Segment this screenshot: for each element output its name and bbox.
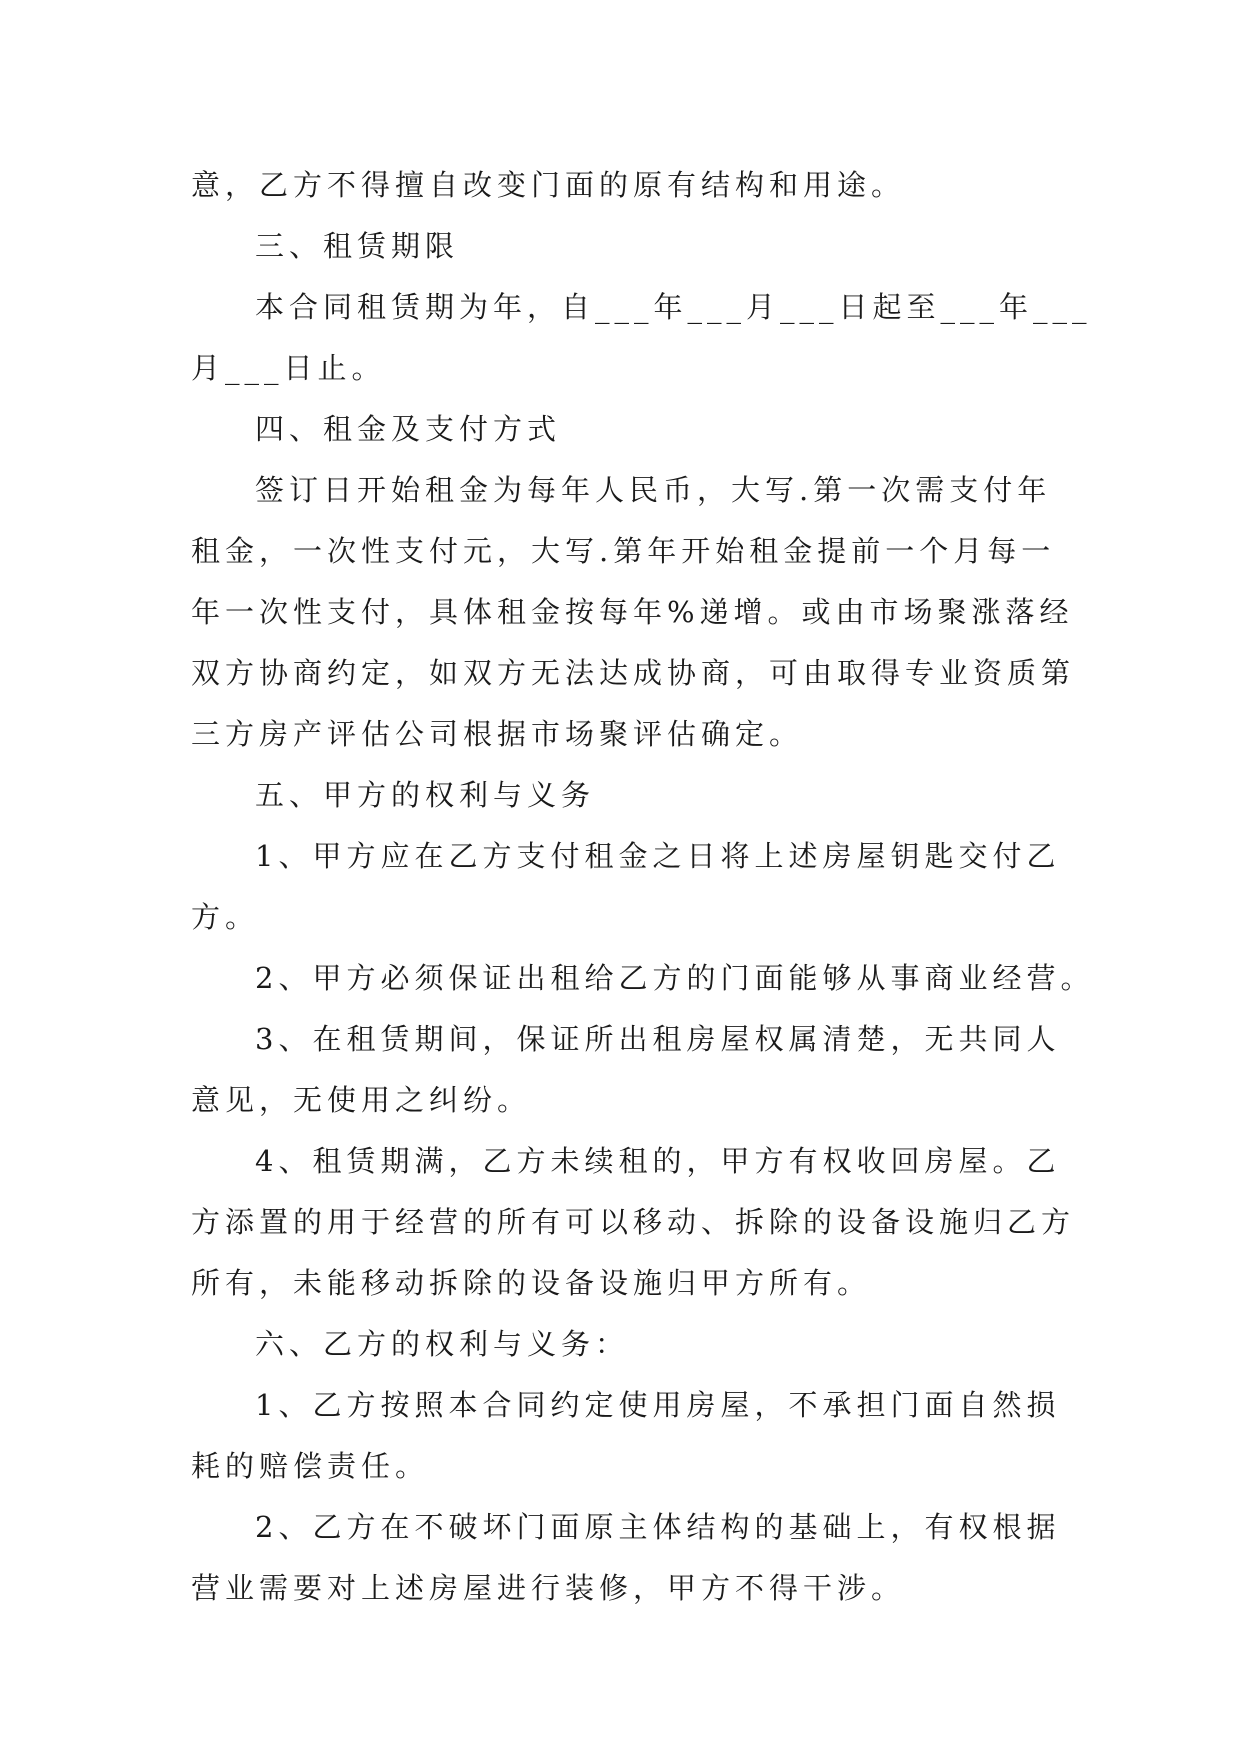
document-body bbox=[191, 155, 1095, 1619]
text-line: 耗的赔偿责任。 bbox=[191, 1449, 430, 1483]
text-line: 2、甲方必须保证出租给乙方的门面能够从事商业经营。 bbox=[255, 961, 1095, 995]
section-heading-rent-payment: 四、租金及支付方式 bbox=[255, 412, 562, 446]
text-line: 1、甲方应在乙方支付租金之日将上述房屋钥匙交付乙 bbox=[255, 839, 1061, 873]
section-heading-party-b-rights: 六、乙方的权利与义务： bbox=[255, 1327, 630, 1361]
text-line: 租金，一次性支付元，大写.第年开始租金提前一个月每一 bbox=[191, 534, 1056, 568]
text-line: 月___日止。 bbox=[191, 351, 386, 385]
text-line: 意见，无使用之纠纷。 bbox=[191, 1083, 532, 1117]
section-heading-party-a-rights: 五、甲方的权利与义务 bbox=[255, 778, 596, 812]
text-line: 签订日开始租金为每年人民币，大写.第一次需支付年 bbox=[255, 473, 1052, 507]
text-line: 方添置的用于经营的所有可以移动、拆除的设备设施归乙方 bbox=[191, 1205, 1076, 1239]
text-line: 2、乙方在不破坏门面原主体结构的基础上，有权根据 bbox=[255, 1510, 1061, 1544]
text-line: 4、租赁期满，乙方未续租的，甲方有权收回房屋。乙 bbox=[255, 1144, 1061, 1178]
text-line: 年一次性支付，具体租金按每年%递增。或由市场聚涨落经 bbox=[191, 595, 1074, 629]
text-line: 三方房产评估公司根据市场聚评估确定。 bbox=[191, 717, 804, 751]
text-line: 所有，未能移动拆除的设备设施归甲方所有。 bbox=[191, 1266, 872, 1300]
text-line: 1、乙方按照本合同约定使用房屋，不承担门面自然损 bbox=[255, 1388, 1061, 1422]
text-line: 意，乙方不得擅自改变门面的原有结构和用途。 bbox=[191, 168, 906, 202]
section-heading-lease-term: 三、租赁期限 bbox=[255, 229, 460, 263]
text-line: 营业需要对上述房屋进行装修，甲方不得干涉。 bbox=[191, 1571, 906, 1605]
text-line: 双方协商约定，如双方无法达成协商，可由取得专业资质第 bbox=[191, 656, 1076, 690]
text-line: 本合同租赁期为年，自___年___月___日起至___年___ bbox=[255, 290, 1092, 324]
text-line: 3、在租赁期间，保证所出租房屋权属清楚，无共同人 bbox=[255, 1022, 1061, 1056]
text-line: 方。 bbox=[191, 900, 260, 934]
